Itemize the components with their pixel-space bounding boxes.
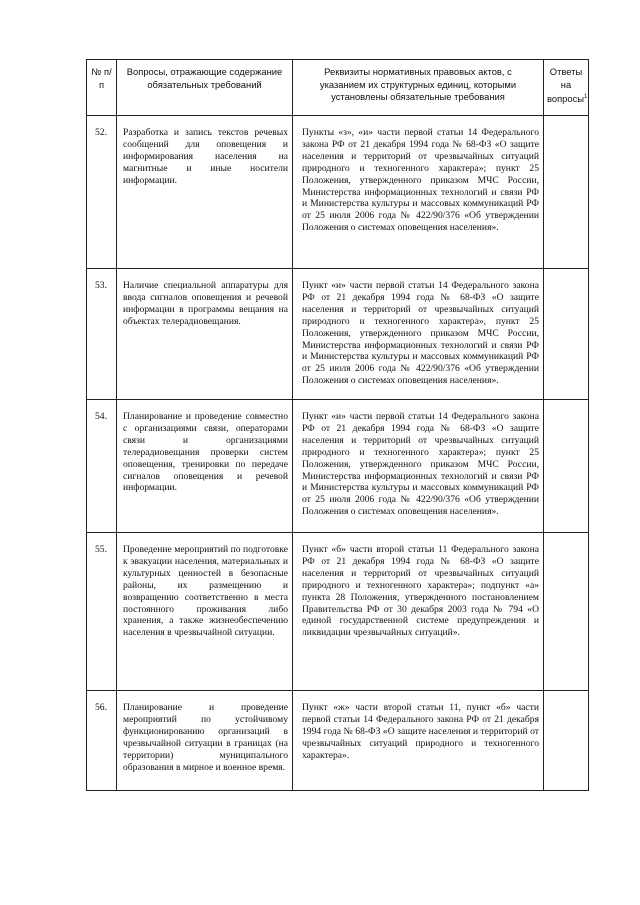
- row-number: 54.: [87, 400, 117, 533]
- row-answer[interactable]: [544, 400, 589, 533]
- row-question: [117, 269, 293, 400]
- row-question-text: Разработка и запись текстов речевых сообщений для оповещения и информирования населения на магнитные и иные носители информации.: [123, 127, 288, 186]
- row-requisites: [293, 691, 544, 791]
- table-row: [87, 400, 589, 533]
- row-question: [117, 691, 293, 791]
- row-question: [117, 533, 293, 691]
- header-questions: Вопросы, отражающие содержание обязательных требований: [117, 60, 293, 116]
- row-requisites: [293, 116, 544, 269]
- row-requisites-text: Пункт «ж» части второй статьи 11, пункт «б» части первой статьи 14 Федерального закона РФ от 21 декабря 1994 года № 68-ФЗ «О защите населения и территорий от чрезвычайных ситуаций природного и техногенного характера».: [302, 702, 539, 761]
- row-number: 52.: [87, 116, 117, 269]
- row-answer[interactable]: [544, 533, 589, 691]
- table-row: [87, 269, 589, 400]
- row-number: 53.: [87, 269, 117, 400]
- row-requisites-text: Пункты «з», «и» части первой статьи 14 Федерального закона РФ от 21 декабря 1994 года № 68-ФЗ «О защите населения и территорий от чрезвычайных ситуаций природного и техногенного характера»; пункт 25 Положения, утвержденного приказом МЧС России, Министерства информационных технологий и связи РФ и Министерства культуры и массовых коммуникаций РФ от 25 июля 2006 года № 422/90/376 «Об утверждении Положения о системах оповещения населения».: [302, 127, 539, 234]
- row-requisites-text: Пункт «и» части первой статьи 14 Федерального закона РФ от 21 декабря 1994 года № 68-ФЗ «О защите населения и территорий от чрезвычайных ситуаций природного и техногенного характера»; пункт 25 Положения, утвержденного приказом МЧС России, Министерства информационных технологий и связи РФ и Министерства культуры и массовых коммуникаций РФ от 25 июля 2006 года № 422/90/376 «Об утверждении Положения о системах оповещения населения».: [302, 411, 539, 518]
- row-answer[interactable]: [544, 269, 589, 400]
- row-question: [117, 400, 293, 533]
- table-row: [87, 533, 589, 691]
- row-number: 56.: [87, 691, 117, 791]
- row-question: [117, 116, 293, 269]
- row-question-text: Наличие специальной аппаратуры для ввода сигналов оповещения и речевой информации в программы вещания на объектах телерадиовещания.: [123, 280, 288, 327]
- header-answers: [544, 60, 589, 116]
- table-row: [87, 691, 589, 791]
- row-requisites-text: Пункт «и» части первой статьи 14 Федерального закона РФ от 21 декабря 1994 года № 68-ФЗ «О защите населения и территорий от чрезвычайных ситуаций природного и техногенного характера», пункт 25 Положения, утвержденного приказом МЧС России, Министерства информационных технологий и связи РФ и Министерства культуры и массовых коммуникаций РФ от 25 июля 2006 года № 422/90/376 «Об утверждении Положения о системах оповещения населения».: [302, 280, 539, 387]
- row-answer[interactable]: [544, 116, 589, 269]
- row-requisites: [293, 400, 544, 533]
- header-requisites: Реквизиты нормативных правовых актов, с указанием их структурных единиц, которыми установлены обязательные требования: [293, 60, 544, 116]
- header-answers-footnote: 1: [584, 94, 588, 100]
- table-row: [87, 116, 589, 269]
- row-requisites-text: Пункт «б» части второй статьи 11 Федерального закона РФ от 21 декабря 1994 года № 68-ФЗ «О защите населения и территорий от чрезвычайных ситуаций природного и техногенного характера»; подпункт «а» пункта 28 Положения, утвержденного постановлением Правительства РФ от 30 декабря 2003 года № 794 «О единой государственной системе предупреждения и ликвидации чрезвычайных ситуаций».: [302, 544, 539, 639]
- row-requisites: [293, 533, 544, 691]
- row-requisites: [293, 269, 544, 400]
- row-number: 55.: [87, 533, 117, 691]
- requirements-table: [86, 59, 589, 791]
- row-question-text: Планирование и проведение мероприятий по устойчивому функционированию организаций в чрезвычайной ситуации в границах (на территории) муниципального образования в мирное и военное время.: [123, 702, 288, 773]
- row-question-text: Проведение мероприятий по подготовке к эвакуации населения, материальных и культурных ценностей в безопасные районы, их размещению и возвращению соответственно в места постоянного проживания либо хранения, а также жизнеобеспечению населения в чрезвычайной ситуации.: [123, 544, 288, 639]
- header-number: № п/п: [87, 60, 117, 116]
- row-question-text: Планирование и проведение совместно с организациями связи, операторами связи и организациями телерадиовещания проверки систем оповещения, тренировки по передаче сигналов оповещения и речевой информации.: [123, 411, 288, 494]
- row-answer[interactable]: [544, 691, 589, 791]
- header-answers-label: Ответы на вопросы: [547, 66, 585, 105]
- table-header-row: [87, 60, 589, 116]
